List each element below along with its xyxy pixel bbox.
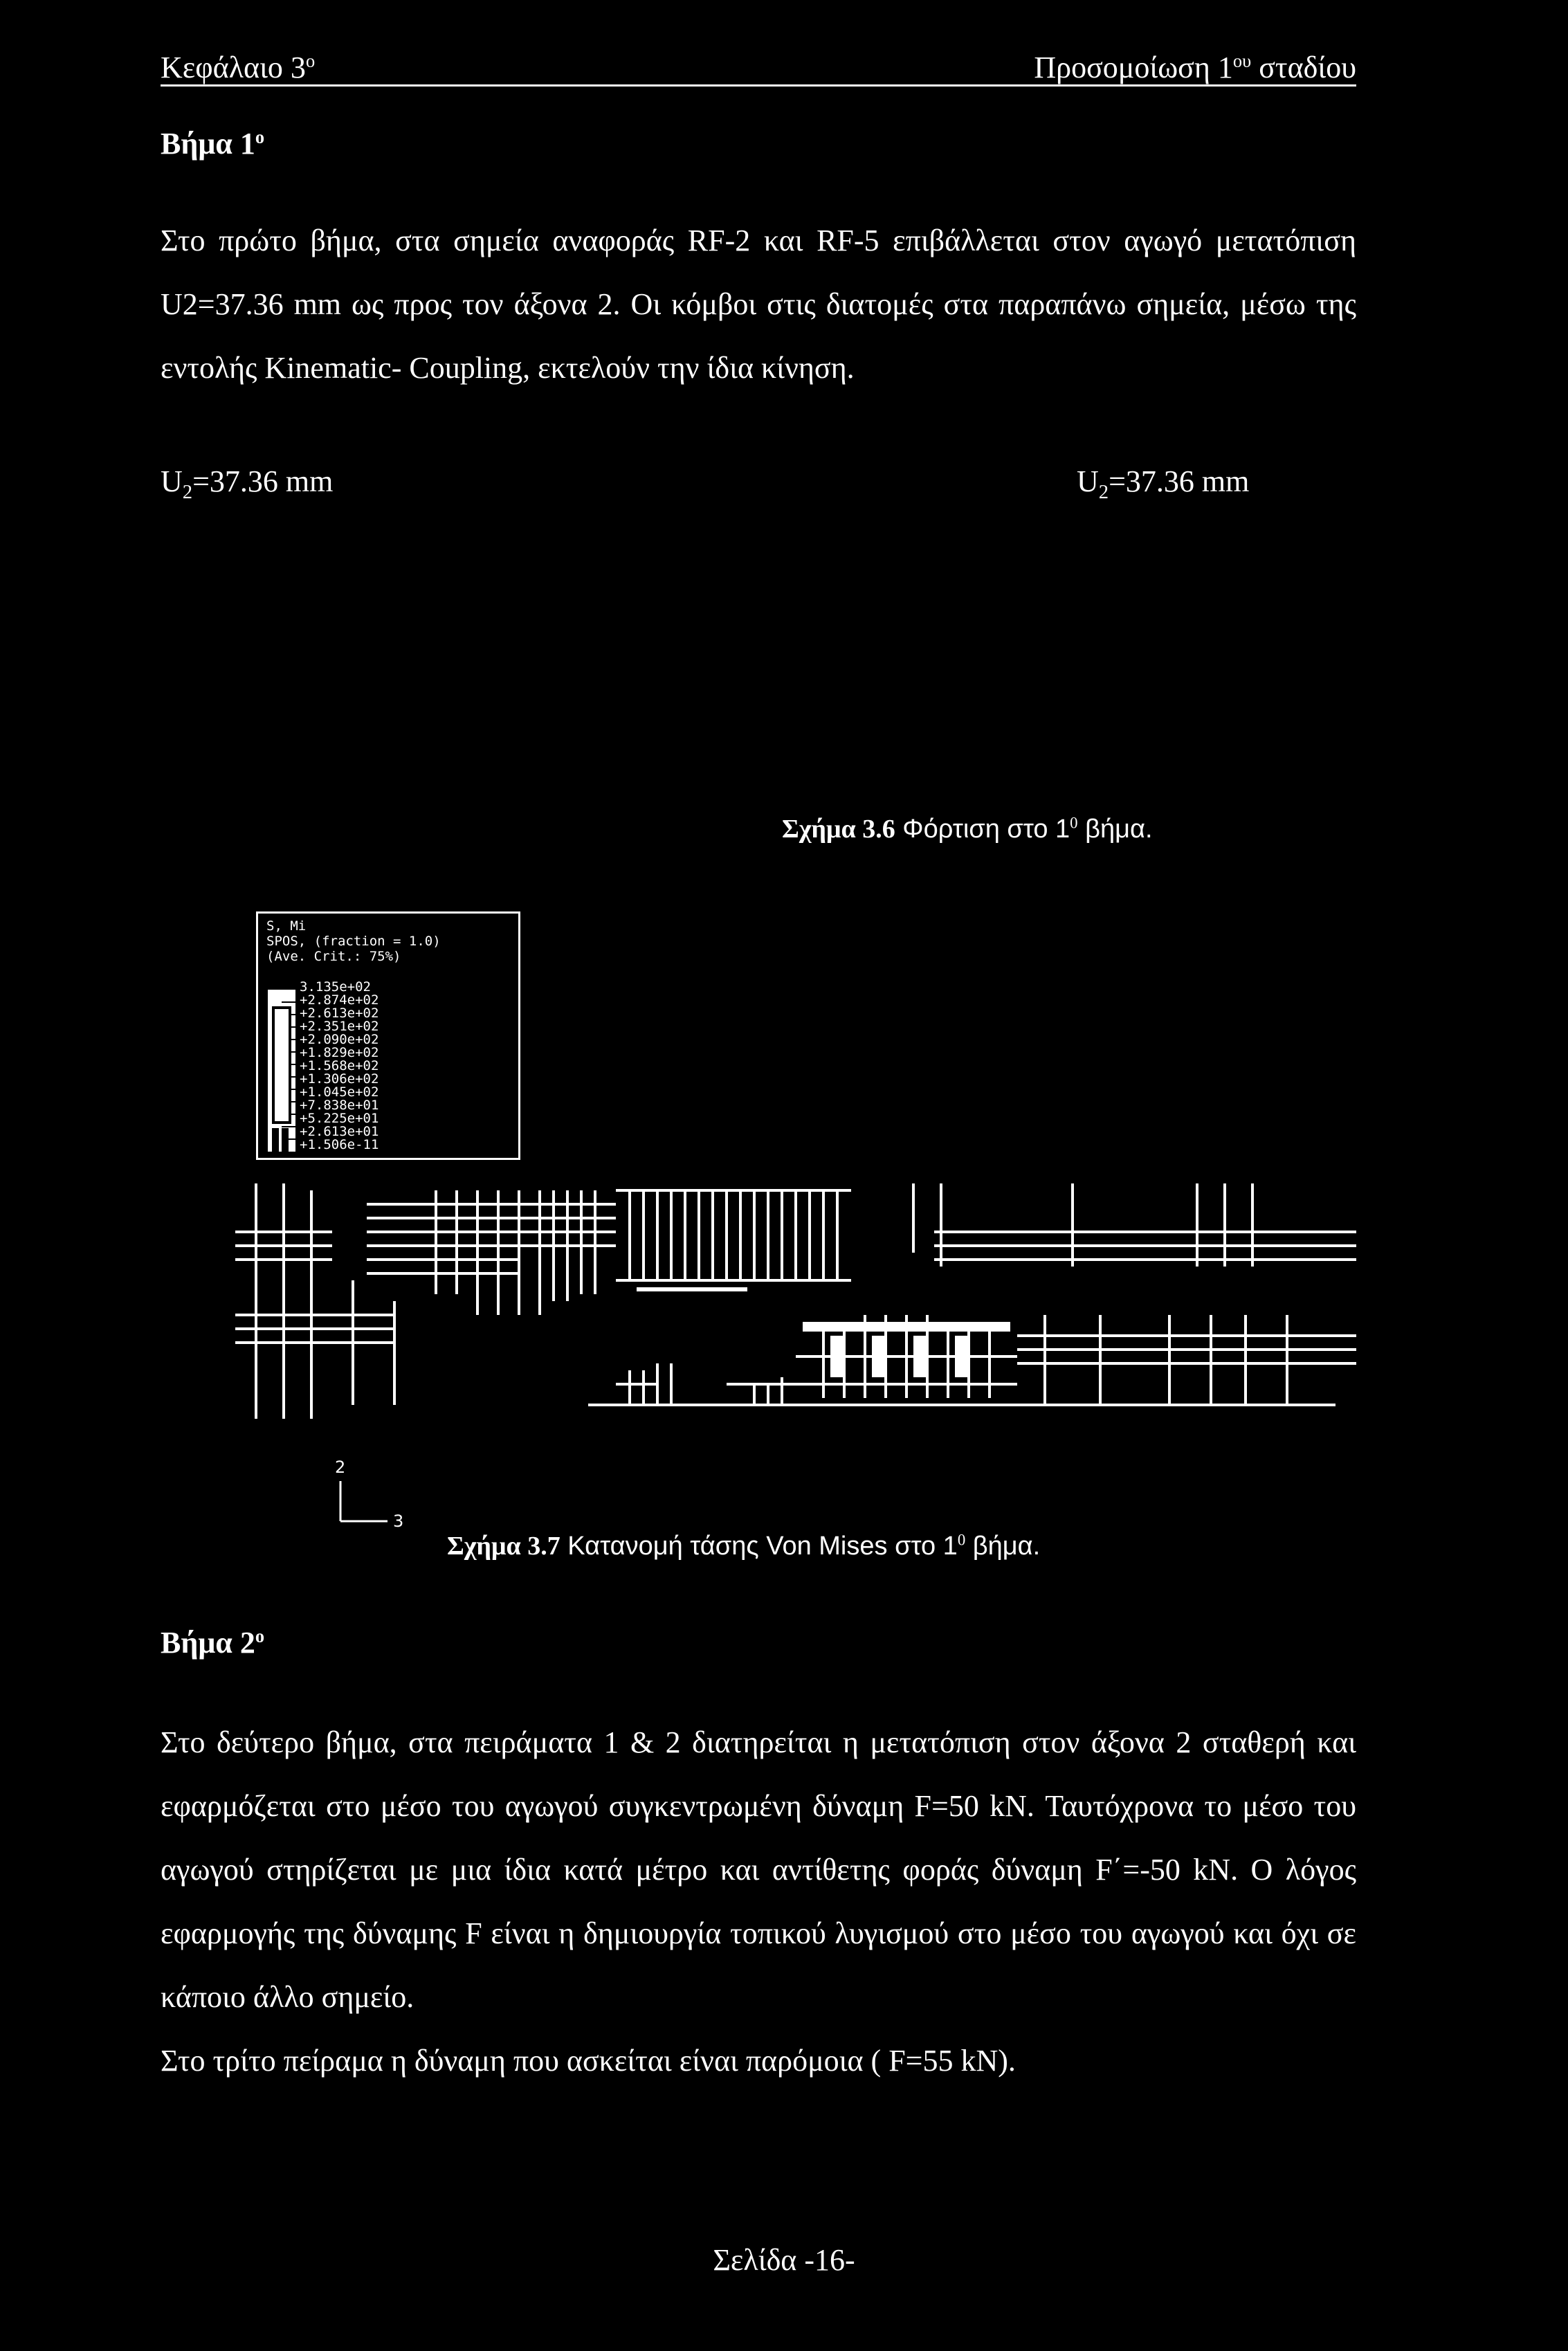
legend-value: +2.613e+01: [300, 1124, 379, 1139]
legend-value: +1.568e+02: [300, 1058, 379, 1073]
chapter-header: Κεφάλαιο $3^o$: [161, 50, 316, 84]
legend-value: 3.135e+02: [300, 979, 371, 995]
legend-value: +7.838e+01: [300, 1098, 379, 1113]
legend-value: +1.829e+02: [300, 1045, 379, 1060]
von-mises-mesh-plot: [228, 1177, 1363, 1426]
legend-value: +2.351e+02: [300, 1019, 379, 1034]
legend-color-bar: [268, 990, 295, 1152]
step2-heading: Βήμα $2^o$: [161, 1625, 265, 1660]
load-label-right: $U_2=37.36$ mm: [1077, 464, 1250, 503]
axis-label-2: 2: [335, 1458, 346, 1477]
legend-value: +5.225e+01: [300, 1111, 379, 1126]
legend-value: +1.045e+02: [300, 1084, 379, 1100]
section-header: Προσομοίωση $1^{o\upsilon}$ σταδίου: [1034, 50, 1356, 84]
step1-paragraph: Στο πρώτο βήμα, στα σημεία αναφοράς RF-2 και RF-5 επιβάλλεται στον αγωγό μετατόπιση U2=37.36 mm ως προς τον άξονα 2. Οι κόμβοι στις διατομές στα παραπάνω σημεία, μέσω της εντολής Kinematic- Coupling, εκτελούν την ίδια κίνηση.: [161, 224, 1356, 385]
page-number: Σελίδα -16-: [713, 2243, 855, 2277]
legend-value: +1.306e+02: [300, 1071, 379, 1087]
legend-subtitle: SPOS, (fraction = 1.0): [266, 934, 441, 949]
legend-value: +2.613e+02: [300, 1006, 379, 1021]
step2-paragraph: Στο δεύτερο βήμα, στα πειράματα 1 & 2 διατηρείται η μετατόπιση στον άξονα 2 σταθερή και εφαρμόζεται στο μέσο του αγωγού συγκεντρωμένη δύναμη F=50 kN. Ταυτόχρονα το μέσο του αγωγού στηρίζεται με μια ίδια κατά μέτρο και αντίθετης φοράς δύναμη F΄=-50 kN. Ο λόγος εφαρμογής της δύναμης F είναι η δημιουργία τοπικού λυγισμού στο μέσο του αγωγού και όχι σε κάποιο άλλο σημείο. Στο τρίτο πείραμα η δύναμη που ασκείται είναι παρόμοια ( F=55 kN).: [161, 1711, 1356, 2093]
axis-triad: [325, 1453, 408, 1529]
legend-value: +1.506e-11: [300, 1137, 379, 1152]
figure-3-7-caption: Σχήμα 3.7 Κατανομή τάσης Von Mises στο $1^0$ βήμα.: [447, 1531, 1041, 1561]
legend-title: S, Mi: [266, 918, 307, 934]
step2-last-line: Στο τρίτο πείραμα η δύναμη που ασκείται είναι παρόμοια ( F=55 kN).: [161, 2044, 1016, 2078]
load-label-left: $U_2=37.36$ mm: [161, 464, 334, 503]
legend-value: +2.874e+02: [300, 992, 379, 1008]
header-rule: [161, 84, 1356, 87]
axis-label-3: 3: [393, 1512, 404, 1529]
legend-value: +2.090e+02: [300, 1032, 379, 1047]
figure-3-6-caption: Σχήμα 3.6 Φόρτιση στο $1^0$ βήμα.: [782, 814, 1153, 844]
stress-legend: [256, 911, 520, 1160]
legend-average: (Ave. Crit.: 75%): [266, 949, 401, 964]
step1-heading: Βήμα $1^o$: [161, 126, 265, 161]
